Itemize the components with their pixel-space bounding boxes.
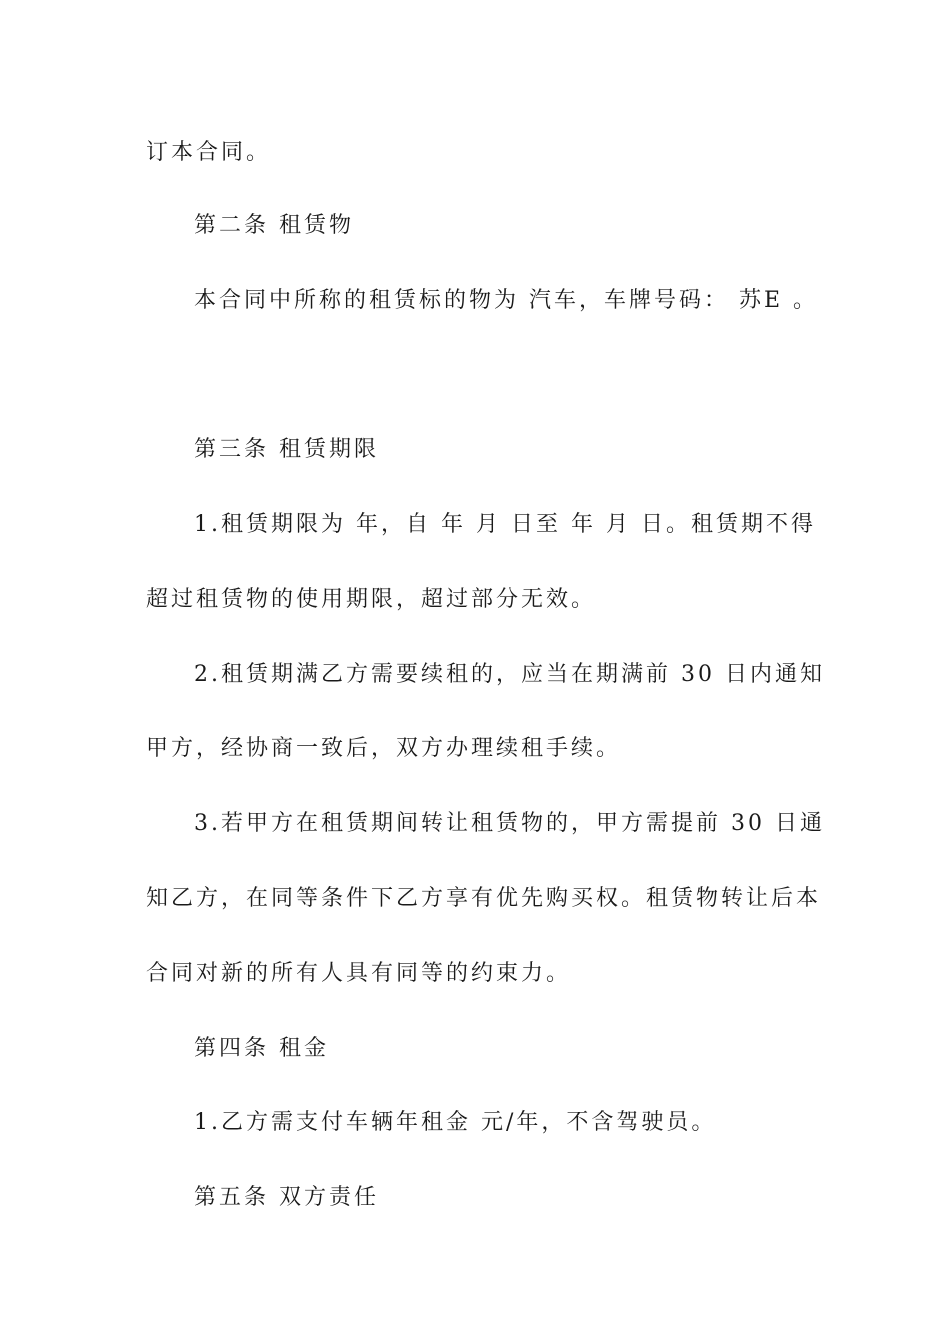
paragraph-line: 甲方，经协商一致后，双方办理续租手续。 [146, 736, 622, 761]
paragraph-line: 3.若甲方在租赁期间转让租赁物的，甲方需提前 30 日通 [194, 811, 825, 836]
paragraph-line: 订本合同。 [146, 140, 272, 165]
paragraph-line: 知乙方，在同等条件下乙方享有优先购买权。租赁物转让后本 [146, 886, 822, 911]
paragraph-line: 本合同中所称的租赁标的物为 汽车，车牌号码： 苏E 。 [194, 288, 819, 313]
paragraph-line: 超过租赁物的使用期限，超过部分无效。 [146, 587, 597, 612]
paragraph-line: 1.租赁期限为 年，自 年 月 日至 年 月 日。租赁期不得 [194, 512, 816, 537]
section-heading: 第五条 双方责任 [194, 1185, 379, 1210]
paragraph-line: 合同对新的所有人具有同等的约束力。 [146, 961, 572, 986]
section-heading: 第二条 租赁物 [194, 213, 354, 238]
section-heading: 第四条 租金 [194, 1036, 329, 1061]
paragraph-line: 1.乙方需支付车辆年租金 元/年，不含驾驶员。 [194, 1110, 717, 1135]
paragraph-line: 2.租赁期满乙方需要续租的，应当在期满前 30 日内通知 [194, 662, 825, 687]
section-heading: 第三条 租赁期限 [194, 437, 379, 462]
